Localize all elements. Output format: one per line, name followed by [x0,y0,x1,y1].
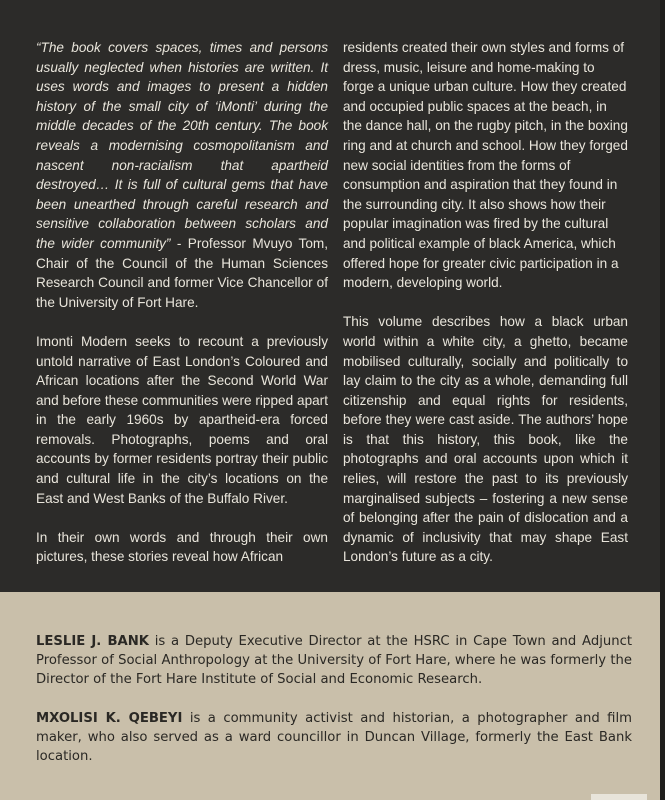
left-column [36,38,328,587]
quote-text: “The book covers spaces, times and persons usually neglected when histories are written. It uses words and images to present a hidden history of the small city of ‘iMonti’ during the middle decades of the 20th century. The book reveals a modernising cosmopolitanism and nascent non-racialism that apartheid destroyed… It is full of cultural gems that have been unearthed through careful research and sensitive collaboration between scholars and the wider community” [36,40,328,251]
quote-attribution: - Professor Mvuyo Tom, Chair of the Council of the Human Sciences Research Council and former Vice Chancellor of the University of Fort Hare. [36,235,328,310]
author-name: LESLIE J. BANK [36,634,149,649]
author-description: is a community activist and historian, a photographer and film maker, who also served as a ward councillor in Duncan Village, formerly the East Bank location. [36,711,632,764]
corner-mark [591,794,647,800]
authors-panel [0,592,665,800]
volume-paragraph: This volume describes how a black urban world within a white city, a ghetto, became mobilised culturally, socially and politically to lay claim to the city as a whole, demanding full citizenship and equal rights for residents, before they were cast aside. The authors’ hope is that this history, this book, like the photographs and oral accounts upon which it relies, will restore the past to its previously marginalised subjects – fostering a new sense of belonging after the pain of dislocation and a dynamic of inclusivity that may shape East London’s future as a city. [343,314,628,565]
stories-paragraph-end: residents created their own styles and forms of dress, music, leisure and home-making to forge a unique urban culture. How they created and occupied public spaces at the beach, in the dance hall, on the rugby pitch, in the boxing ring and at church and school. How they forged new social identities from the forms of consumption and aspiration that they found in the surrounding city. It also shows how their popular imagination was fired by the cultural and political example of black America, which offered hope for greater civic participation in a modern, developing world. [343,40,628,291]
author-bio [36,709,632,766]
page-edge [660,0,665,800]
author-bio [36,632,632,689]
quote-paragraph [36,38,328,312]
description-paragraph: Imonti Modern seeks to recount a previously untold narrative of East London’s Coloured and African locations after the Second World War and before these communities were ripped apart in the early 1960s by apartheid-era forced removals. Photographs, poems and oral accounts by former residents portray their public and cultural life in the city’s locations on the East and West Banks of the Buffalo River. [36,333,328,506]
author-name: MXOLISI K. QEBEYI [36,711,183,726]
stories-paragraph-start: In their own words and through their own pictures, these stories reveal how African [36,529,328,565]
author-description: is a Deputy Executive Director at the HSRC in Cape Town and Adjunct Professor of Social Anthropology at the University of Fort Hare, where he was formerly the Director of the Fort Hare Institute of Social and Economic Research. [36,634,632,687]
right-column [343,38,628,587]
